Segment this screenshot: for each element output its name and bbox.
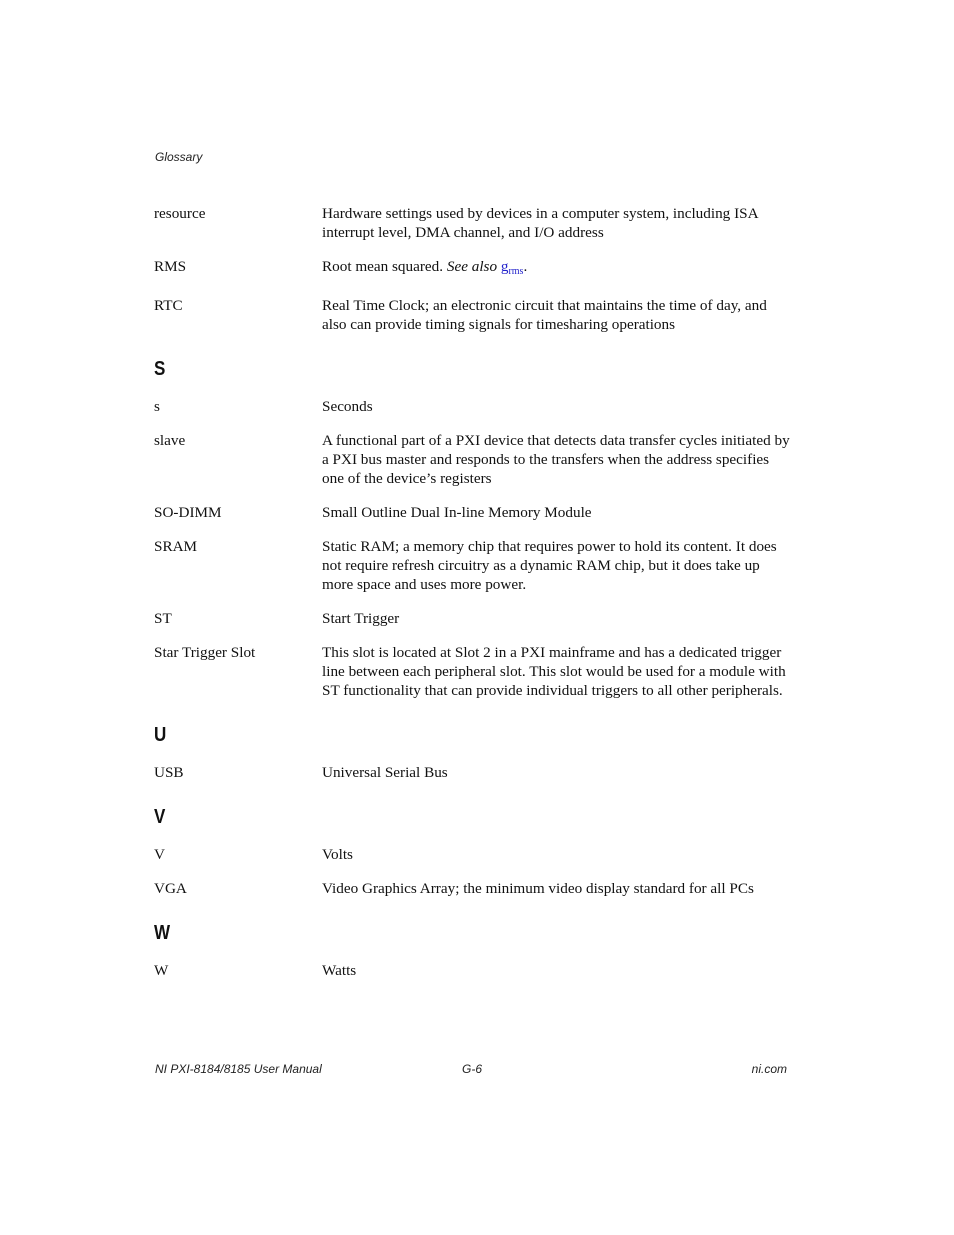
glossary-entry-st	[154, 609, 794, 628]
grms-cross-reference-link[interactable]	[501, 258, 524, 275]
glossary-entry-sram	[154, 537, 794, 594]
glossary-term: VGA	[154, 880, 187, 897]
glossary-entry-rms	[154, 257, 794, 281]
glossary-definition: Universal Serial Bus	[322, 764, 448, 781]
glossary-term: SRAM	[154, 538, 198, 555]
running-header: Glossary	[155, 150, 203, 164]
glossary-entry-usb	[154, 763, 794, 782]
glossary-definition: This slot is located at Slot 2 in a PXI mainframe and has a dedicated trigger line between each peripheral slot. This slot would be used for a module with ST functionality that can provide individual triggers to all other peripherals.	[322, 644, 786, 699]
glossary-definition: A functional part of a PXI device that detects data transfer cycles initiated by a PXI bus master and responds to the transfers when the address specifies one of the device’s registers	[322, 432, 790, 487]
glossary-term: SO-DIMM	[154, 504, 222, 521]
page-footer	[155, 1062, 787, 1078]
glossary-term: resource	[154, 205, 206, 222]
glossary-content	[154, 204, 794, 995]
glossary-definition: Volts	[322, 846, 353, 863]
footer-page-number: G-6	[462, 1062, 483, 1076]
section-heading-s: S	[154, 358, 166, 380]
glossary-entry-star-trigger-slot	[154, 643, 794, 700]
glossary-definition: Hardware settings used by devices in a computer system, including ISA interrupt level, DMA channel, and I/O address	[322, 205, 758, 241]
glossary-entry-v	[154, 845, 794, 864]
glossary-entry-w	[154, 961, 794, 980]
xref-subscript: rms	[508, 266, 524, 277]
footer-website-link[interactable]: ni.com	[751, 1062, 787, 1076]
glossary-definition	[322, 257, 794, 281]
glossary-entry-s	[154, 397, 794, 416]
glossary-term: RTC	[154, 297, 183, 314]
glossary-term: RMS	[154, 258, 187, 275]
glossary-entry-resource	[154, 204, 794, 242]
glossary-term: Star Trigger Slot	[154, 644, 256, 661]
section-heading-w: W	[154, 922, 171, 944]
glossary-definition: Video Graphics Array; the minimum video display standard for all PCs	[322, 880, 754, 897]
glossary-entry-so-dimm	[154, 503, 794, 522]
glossary-entry-vga	[154, 879, 794, 898]
glossary-definition: Static RAM; a memory chip that requires power to hold its content. It does not require refresh circuitry as a dynamic RAM chip, but it does take up more space and uses more power.	[322, 538, 777, 593]
glossary-definition: Watts	[322, 962, 357, 979]
glossary-term: V	[154, 846, 165, 863]
see-also-label: See also	[446, 258, 498, 275]
glossary-definition: Real Time Clock; an electronic circuit that maintains the time of day, and also can provide timing signals for timesharing operations	[322, 297, 767, 333]
definition-text: Root mean squared.	[322, 258, 447, 275]
definition-suffix: .	[523, 258, 528, 275]
glossary-term: ST	[154, 610, 172, 627]
glossary-entry-rtc	[154, 296, 794, 334]
section-heading-v: V	[154, 806, 166, 828]
glossary-term: USB	[154, 764, 184, 781]
glossary-term: s	[154, 398, 160, 415]
glossary-definition: Small Outline Dual In-line Memory Module	[322, 504, 592, 521]
glossary-definition: Seconds	[322, 398, 373, 415]
glossary-definition: Start Trigger	[322, 610, 400, 627]
glossary-term: slave	[154, 432, 186, 449]
footer-manual-title: NI PXI-8184/8185 User Manual	[155, 1062, 322, 1076]
glossary-entry-slave	[154, 431, 794, 488]
glossary-term: W	[154, 962, 169, 979]
xref-base: g	[500, 258, 509, 275]
section-heading-u: U	[154, 724, 167, 746]
